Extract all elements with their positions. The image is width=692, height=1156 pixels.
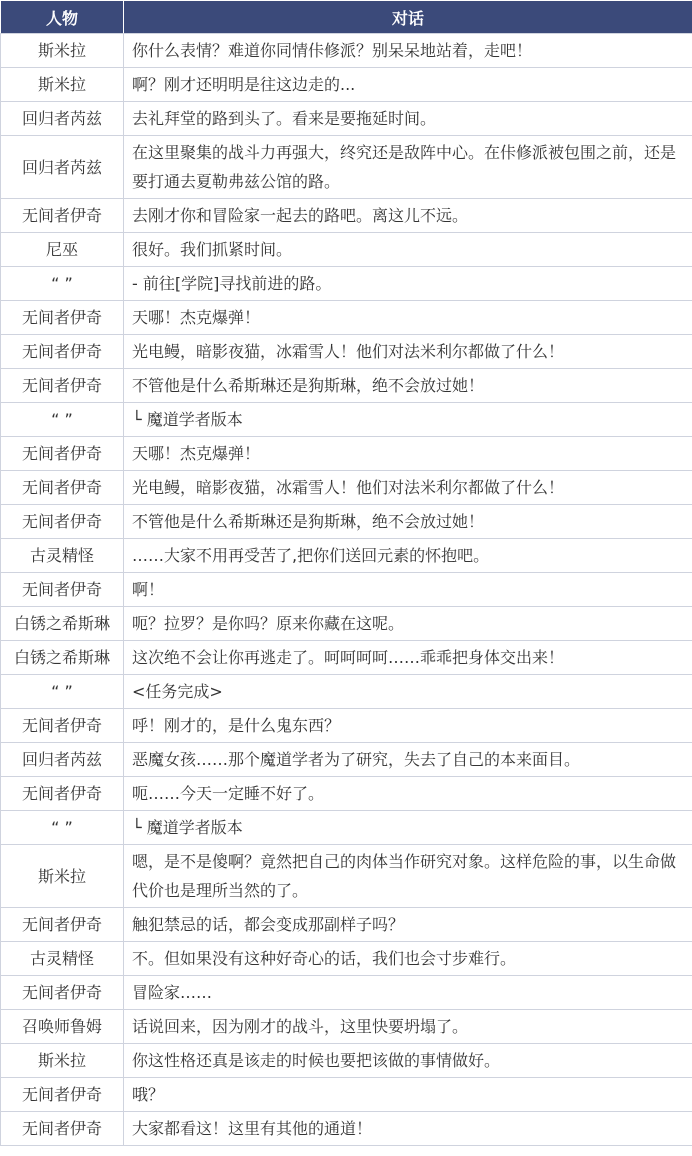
- table-row: [1, 811, 692, 845]
- speaker-cell: 无间者伊奇: [1, 1078, 124, 1112]
- dialogue-cell: 在这里聚集的战斗力再强大，终究还是敌阵中心。在佧修派被包围之前，还是要打通去夏勒弗兹公馆的路。: [124, 136, 692, 199]
- table-row: [1, 335, 692, 369]
- speaker-cell: 白锈之希斯琳: [1, 607, 124, 641]
- table-row: [1, 136, 692, 199]
- dialogue-cell: - 前往[学院]寻找前进的路。: [124, 267, 692, 301]
- speaker-cell: 无间者伊奇: [1, 908, 124, 942]
- speaker-cell: 斯米拉: [1, 845, 124, 908]
- speaker-cell: 斯米拉: [1, 68, 124, 102]
- speaker-cell: 白锈之希斯琳: [1, 641, 124, 675]
- dialogue-cell: 恶魔女孩……那个魔道学者为了研究，失去了自己的本来面目。: [124, 743, 692, 777]
- table-row: [1, 743, 692, 777]
- dialogue-cell: 冒险家……: [124, 976, 692, 1010]
- dialogue-cell: 啊！: [124, 573, 692, 607]
- dialogue-cell: 话说回来，因为刚才的战斗，这里快要坍塌了。: [124, 1010, 692, 1044]
- table-header-row: [1, 1, 692, 34]
- speaker-cell: “ ”: [1, 403, 124, 437]
- dialogue-cell: 光电鳗，暗影夜猫，冰霜雪人！他们对法米利尔都做了什么！: [124, 335, 692, 369]
- speaker-cell: 无间者伊奇: [1, 1112, 124, 1146]
- speaker-cell: 无间者伊奇: [1, 505, 124, 539]
- dialogue-cell: 很好。我们抓紧时间。: [124, 233, 692, 267]
- speaker-cell: 斯米拉: [1, 34, 124, 68]
- table-row: [1, 709, 692, 743]
- dialogue-cell: 天哪！杰克爆弹！: [124, 437, 692, 471]
- speaker-cell: 古灵精怪: [1, 539, 124, 573]
- speaker-cell: 回归者芮兹: [1, 102, 124, 136]
- table-row: [1, 976, 692, 1010]
- dialogue-cell: 呃……今天一定睡不好了。: [124, 777, 692, 811]
- dialogue-cell: 去礼拜堂的路到头了。看来是要拖延时间。: [124, 102, 692, 136]
- dialogue-cell: 天哪！杰克爆弹！: [124, 301, 692, 335]
- speaker-cell: 召唤师鲁姆: [1, 1010, 124, 1044]
- dialogue-cell: 不管他是什么希斯琳还是狗斯琳，绝不会放过她！: [124, 505, 692, 539]
- speaker-cell: 尼巫: [1, 233, 124, 267]
- speaker-cell: 无间者伊奇: [1, 471, 124, 505]
- table-row: [1, 908, 692, 942]
- speaker-cell: 无间者伊奇: [1, 777, 124, 811]
- table-row: [1, 437, 692, 471]
- dialogue-cell: ……大家不用再受苦了,把你们送回元素的怀抱吧。: [124, 539, 692, 573]
- speaker-cell: 古灵精怪: [1, 942, 124, 976]
- table-row: [1, 267, 692, 301]
- dialogue-column-header: 对话: [124, 1, 692, 34]
- speaker-cell: 无间者伊奇: [1, 573, 124, 607]
- speaker-cell: 无间者伊奇: [1, 301, 124, 335]
- speaker-cell: “ ”: [1, 675, 124, 709]
- speaker-cell: 无间者伊奇: [1, 709, 124, 743]
- table-row: [1, 1112, 692, 1146]
- speaker-cell: 无间者伊奇: [1, 199, 124, 233]
- dialogue-cell: <任务完成>: [124, 675, 692, 709]
- dialogue-rows: [1, 34, 692, 1146]
- dialogue-cell: 嗯，是不是傻啊？竟然把自己的肉体当作研究对象。这样危险的事，以生命做代价也是理所当然的了。: [124, 845, 692, 908]
- dialogue-cell: 啊？刚才还明明是往这边走的...: [124, 68, 692, 102]
- dialogue-cell: 你这性格还真是该走的时候也要把该做的事情做好。: [124, 1044, 692, 1078]
- table-row: [1, 199, 692, 233]
- dialogue-cell: 光电鳗，暗影夜猫，冰霜雪人！他们对法米利尔都做了什么！: [124, 471, 692, 505]
- speaker-cell: “ ”: [1, 811, 124, 845]
- dialogue-cell: └ 魔道学者版本: [124, 403, 692, 437]
- dialogue-cell: 触犯禁忌的话，都会变成那副样子吗？: [124, 908, 692, 942]
- table-row: [1, 942, 692, 976]
- speaker-cell: 回归者芮兹: [1, 743, 124, 777]
- dialogue-cell: 不管他是什么希斯琳还是狗斯琳，绝不会放过她！: [124, 369, 692, 403]
- table-row: [1, 539, 692, 573]
- dialogue-cell: 不。但如果没有这种好奇心的话，我们也会寸步难行。: [124, 942, 692, 976]
- dialogue-cell: 这次绝不会让你再逃走了。呵呵呵呵……乖乖把身体交出来！: [124, 641, 692, 675]
- speaker-cell: “ ”: [1, 267, 124, 301]
- table-row: [1, 403, 692, 437]
- table-row: [1, 471, 692, 505]
- speaker-cell: 无间者伊奇: [1, 437, 124, 471]
- table-row: [1, 505, 692, 539]
- dialogue-cell: 大家都看这！这里有其他的通道！: [124, 1112, 692, 1146]
- table-row: [1, 233, 692, 267]
- table-row: [1, 777, 692, 811]
- dialogue-cell: 哦？: [124, 1078, 692, 1112]
- table-row: [1, 301, 692, 335]
- speaker-column-header: 人物: [1, 1, 124, 34]
- table-row: [1, 641, 692, 675]
- table-row: [1, 607, 692, 641]
- table-row: [1, 369, 692, 403]
- table-row: [1, 1044, 692, 1078]
- speaker-cell: 回归者芮兹: [1, 136, 124, 199]
- dialogue-cell: 你什么表情？难道你同情佧修派？别呆呆地站着，走吧！: [124, 34, 692, 68]
- table-row: [1, 68, 692, 102]
- dialogue-cell: 呃？拉罗？是你吗？原来你藏在这呢。: [124, 607, 692, 641]
- dialogue-cell: └ 魔道学者版本: [124, 811, 692, 845]
- table-row: [1, 573, 692, 607]
- table-row: [1, 675, 692, 709]
- table-row: [1, 845, 692, 908]
- table-row: [1, 1078, 692, 1112]
- table-row: [1, 1010, 692, 1044]
- table-row: [1, 102, 692, 136]
- speaker-cell: 无间者伊奇: [1, 369, 124, 403]
- speaker-cell: 无间者伊奇: [1, 335, 124, 369]
- table-row: [1, 34, 692, 68]
- speaker-cell: 斯米拉: [1, 1044, 124, 1078]
- dialogue-cell: 呼！刚才的，是什么鬼东西？: [124, 709, 692, 743]
- speaker-cell: 无间者伊奇: [1, 976, 124, 1010]
- dialogue-cell: 去刚才你和冒险家一起去的路吧。离这儿不远。: [124, 199, 692, 233]
